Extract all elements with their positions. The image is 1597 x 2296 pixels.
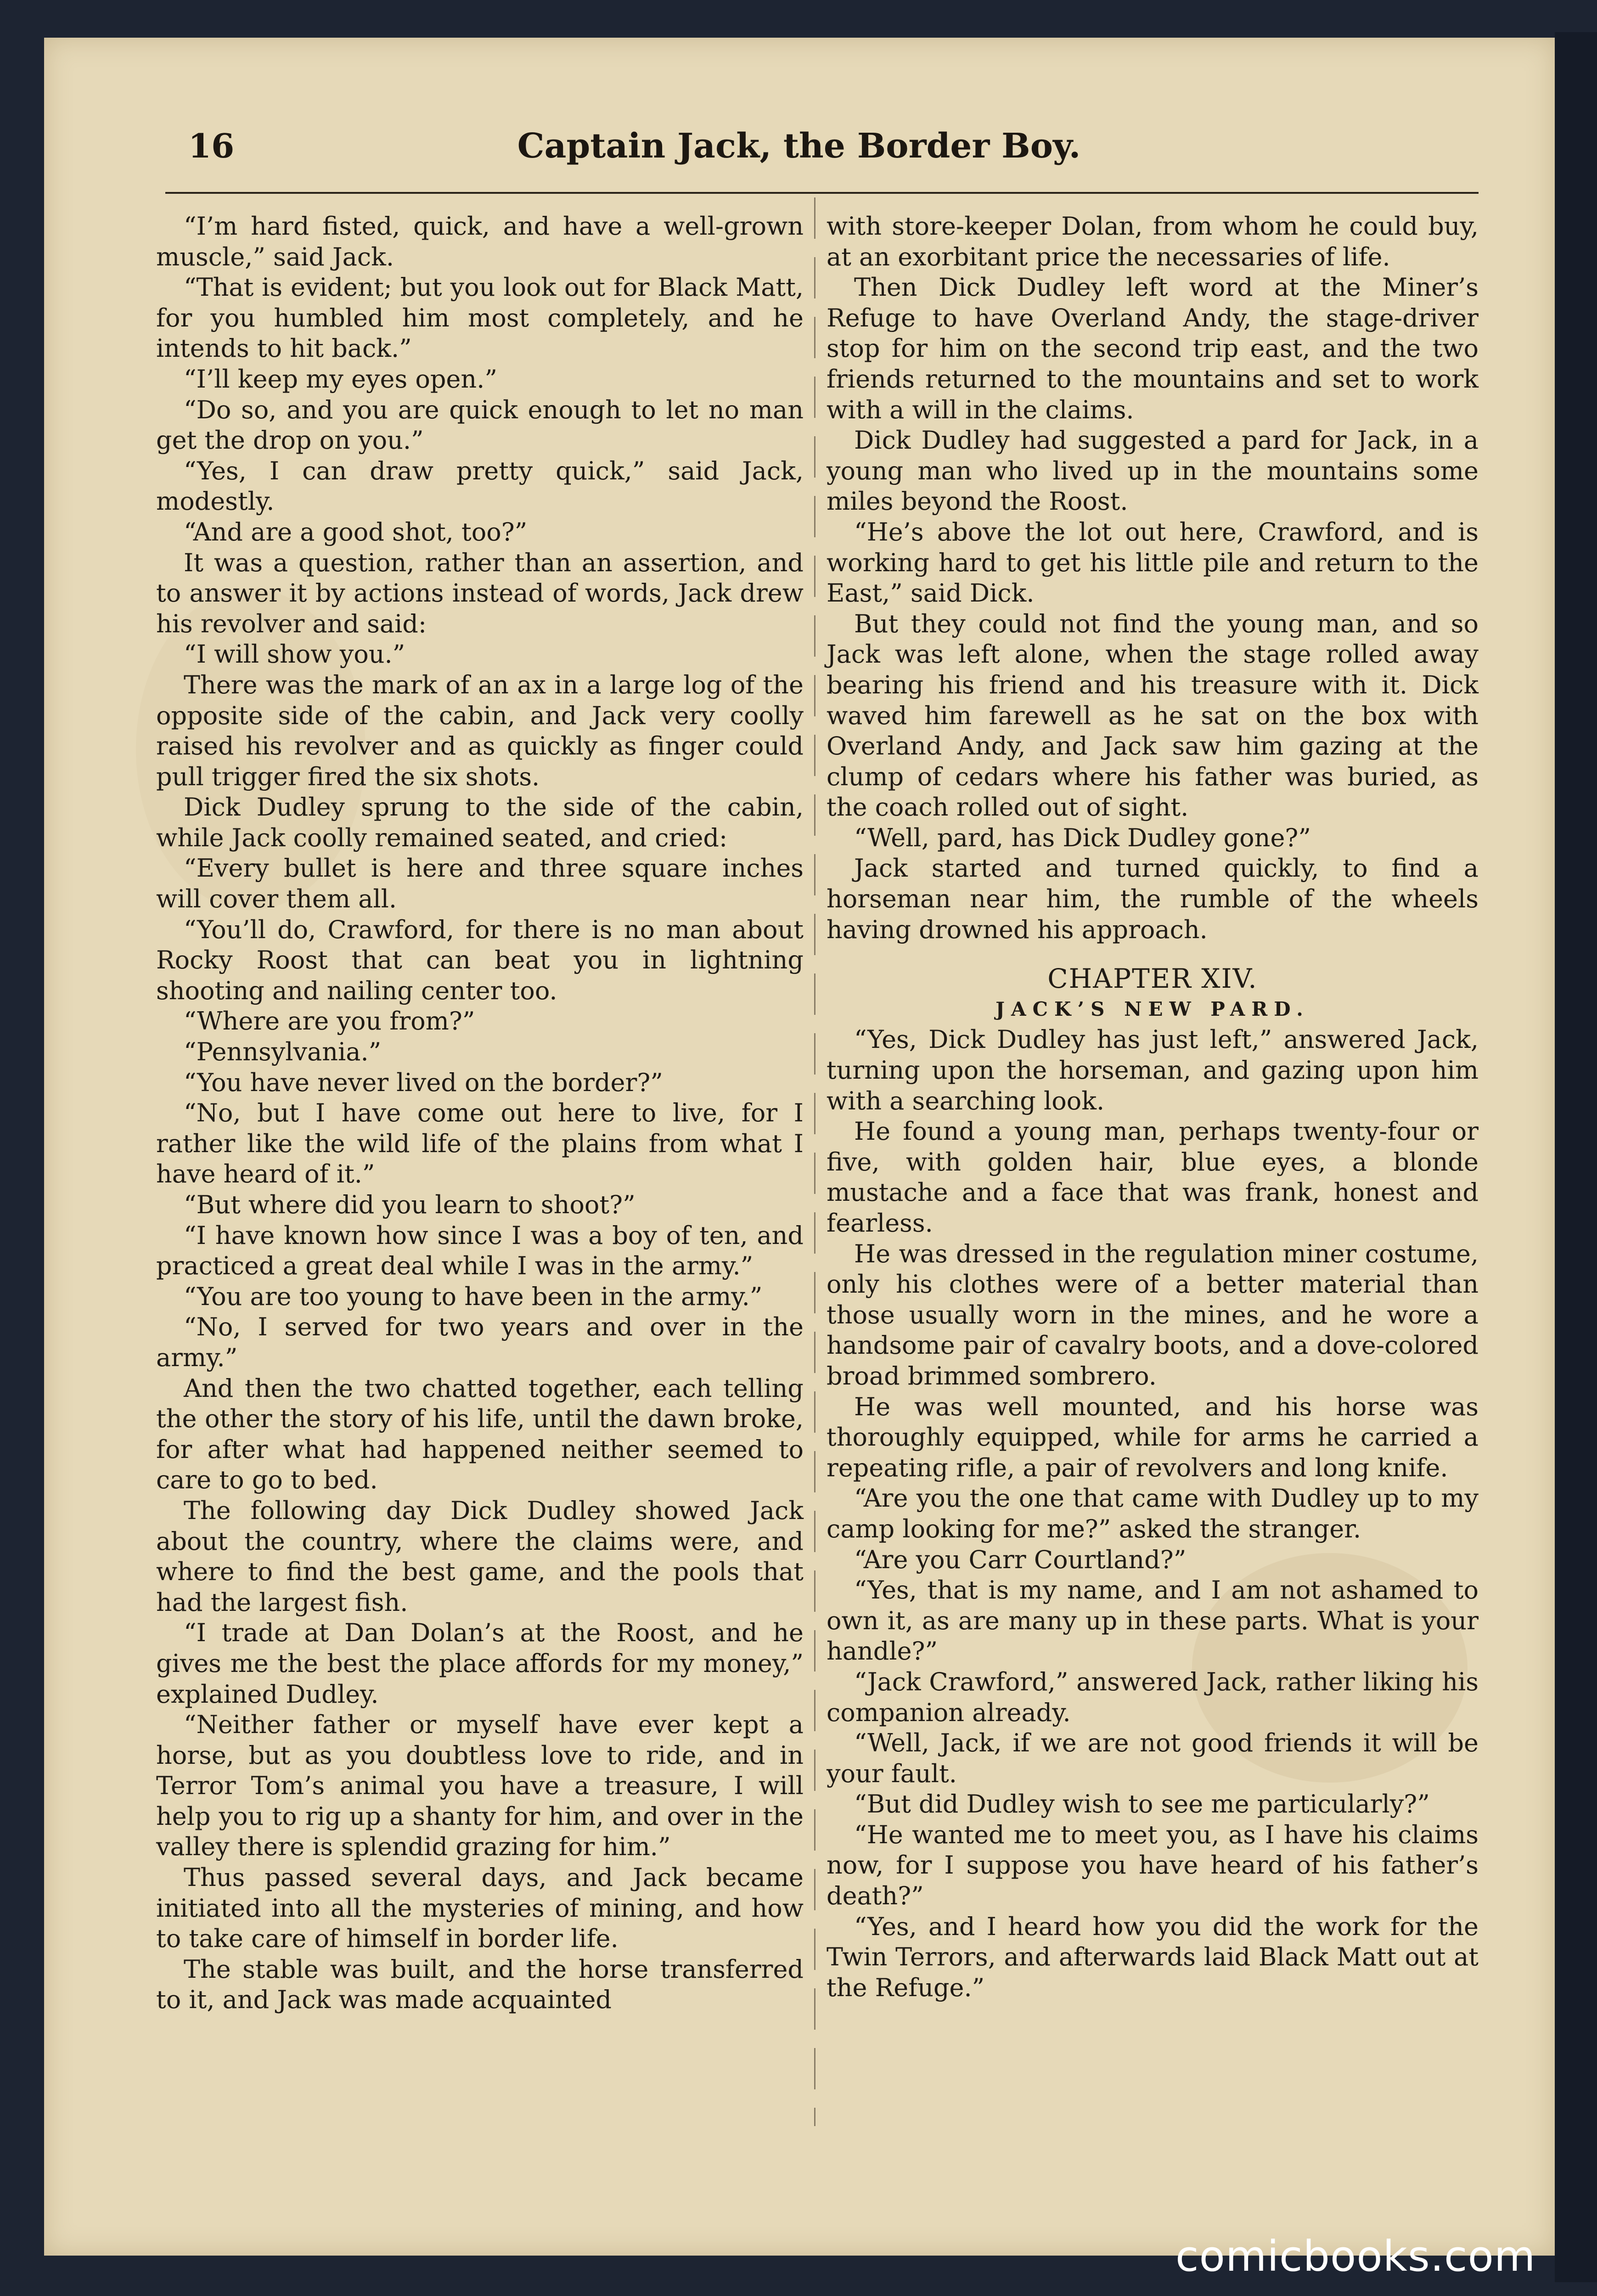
paragraph: “Neither father or myself have ever kept a horse, but as you doubtless love to ride, and in Terror Tom’s animal you have a treasure, I will help you to rig up a shanty for him, and over in the valley there is splendid grazing for him.”	[156, 1710, 804, 1862]
paragraph: And then the two chatted together, each telling the other the story of his life, until the dawn broke, for after what had happened neither seemed to care to go to bed.	[156, 1373, 804, 1495]
paragraph: He was dressed in the regulation miner costume, only his clothes were of a better material than those usually worn in the mines, and he wore a handsome pair of cavalry boots, and a dove-colored broad brimmed sombrero.	[827, 1239, 1479, 1390]
paragraph: But they could not find the young man, and so Jack was left alone, when the stage rolled away bearing his friend and his treasure with it. Dick waved him farewell as he sat on the box with Overland Andy, and Jack saw him gazing at the clump of cedars where his father was buried, as the coach rolled out of sight.	[827, 609, 1479, 822]
paragraph: “I’ll keep my eyes open.”	[184, 364, 497, 394]
chapter-subheading: JACK’S NEW PARD.	[995, 997, 1310, 1020]
paragraph: “Do so, and you are quick enough to let no man get the drop on you.”	[156, 395, 804, 455]
paragraph: “No, I served for two years and over in the army.”	[156, 1312, 804, 1372]
left-text-column	[156, 211, 804, 2015]
paragraph: “Yes, Dick Dudley has just left,” answered Jack, turning upon the horseman, and gazing upon him with a searching look.	[827, 1025, 1479, 1115]
paragraph: “Yes, and I heard how you did the work for the Twin Terrors, and afterwards laid Black Matt out at the Refuge.”	[827, 1912, 1479, 2002]
paragraph: There was the mark of an ax in a large log of the opposite side of the cabin, and Jack very coolly raised his revolver and as quickly as finger could pull trigger fired the six shots.	[156, 670, 804, 791]
paragraph: “No, but I have come out here to live, for I rather like the wild life of the plains from what I have heard of it.”	[156, 1098, 804, 1189]
paragraph: “Are you Carr Courtland?”	[854, 1545, 1187, 1574]
paragraph: He found a young man, perhaps twenty-four or five, with golden hair, blue eyes, a blonde mustache and a face that was frank, honest and fearless.	[827, 1117, 1479, 1238]
paragraph: The stable was built, and the horse transferred to it, and Jack was made acquainted	[156, 1954, 804, 2015]
paragraph: Dick Dudley sprung to the side of the cabin, while Jack coolly remained seated, and cried:	[156, 793, 804, 852]
watermark: comicbooks.com	[1175, 2232, 1536, 2281]
paragraph: Thus passed several days, and Jack became initiated into all the mysteries of mining, and how to take care of himself in border life.	[156, 1863, 804, 1953]
paragraph: “Jack Crawford,” answered Jack, rather liking his companion already.	[827, 1667, 1479, 1727]
header-rule	[165, 192, 1479, 194]
right-text-column	[827, 211, 1479, 2003]
paragraph: “But did Dudley wish to see me particularly?”	[854, 1790, 1430, 1819]
paragraph: with store-keeper Dolan, from whom he could buy, at an exorbitant price the necessaries of life.	[827, 212, 1479, 271]
paragraph: “Well, Jack, if we are not good friends it will be your fault.	[827, 1728, 1479, 1788]
paragraph: The following day Dick Dudley showed Jack about the country, where the claims were, and where to find the best game, and the pools that had the largest fish.	[156, 1496, 804, 1617]
page-spine	[1555, 32, 1597, 2282]
paragraph: “You are too young to have been in the army.”	[184, 1282, 763, 1311]
paragraph: Jack started and turned quickly, to find a horseman near him, the rumble of the wheels having drowned his approach.	[827, 854, 1479, 944]
paragraph: “And are a good shot, too?”	[184, 517, 528, 546]
running-title: Captain Jack, the Border Boy.	[517, 126, 1081, 166]
paragraph: “I trade at Dan Dolan’s at the Roost, and he gives me the best the place affords for my money,” explained Dudley.	[156, 1618, 804, 1709]
paragraph: Dick Dudley had suggested a pard for Jack, in a young man who lived up in the mountains some miles beyond the Roost.	[827, 426, 1479, 516]
paragraph: “I’m hard fisted, quick, and have a well-grown muscle,” said Jack.	[156, 212, 804, 271]
paragraph: “You’ll do, Crawford, for there is no man about Rocky Roost that can beat you in lightning shooting and nailing center too.	[156, 915, 804, 1005]
paragraph: “He wanted me to meet you, as I have his claims now, for I suppose you have heard of his father’s death?”	[827, 1820, 1479, 1911]
paragraph: “Every bullet is here and three square inches will cover them all.	[156, 854, 804, 914]
paragraph: “I have known how since I was a boy of ten, and practiced a great deal while I was in the army.”	[156, 1221, 804, 1281]
paragraph: “Yes, I can draw pretty quick,” said Jack, modestly.	[156, 456, 804, 516]
paragraph: “Well, pard, has Dick Dudley gone?”	[854, 823, 1311, 852]
page-header	[138, 126, 1460, 177]
paragraph: “Where are you from?”	[184, 1007, 475, 1036]
paragraph: “Are you the one that came with Dudley up to my camp looking for me?” asked the stranger.	[827, 1484, 1479, 1543]
paragraph: Then Dick Dudley left word at the Miner’s Refuge to have Overland Andy, the stage-driver stop for him on the second trip east, and the two friends returned to the mountains and set to work with a will in the claims.	[827, 273, 1479, 424]
paragraph: “Pennsylvania.”	[184, 1037, 382, 1067]
paragraph: “He’s above the lot out here, Crawford, and is working hard to get his little pile and return to the East,” said Dick.	[827, 517, 1479, 608]
paragraph: He was well mounted, and his horse was thoroughly equipped, while for arms he carried a repeating rifle, a pair of revolvers and long knife.	[827, 1392, 1479, 1482]
column-divider	[814, 197, 815, 2126]
paragraph: “But where did you learn to shoot?”	[184, 1190, 635, 1219]
page-number: 16	[188, 126, 235, 165]
paragraph: “Yes, that is my name, and I am not ashamed to own it, as are many up in these parts. What is your handle?”	[827, 1576, 1479, 1666]
paragraph: It was a question, rather than an assertion, and to answer it by actions instead of words, Jack drew his revolver and said:	[156, 548, 804, 638]
paragraph: “That is evident; but you look out for Black Matt, for you humbled him most completely, and he intends to hit back.”	[156, 273, 804, 363]
paragraph: “I will show you.”	[184, 640, 405, 669]
chapter-heading: CHAPTER XIV.	[1047, 963, 1258, 995]
paragraph: “You have never lived on the border?”	[184, 1068, 663, 1097]
